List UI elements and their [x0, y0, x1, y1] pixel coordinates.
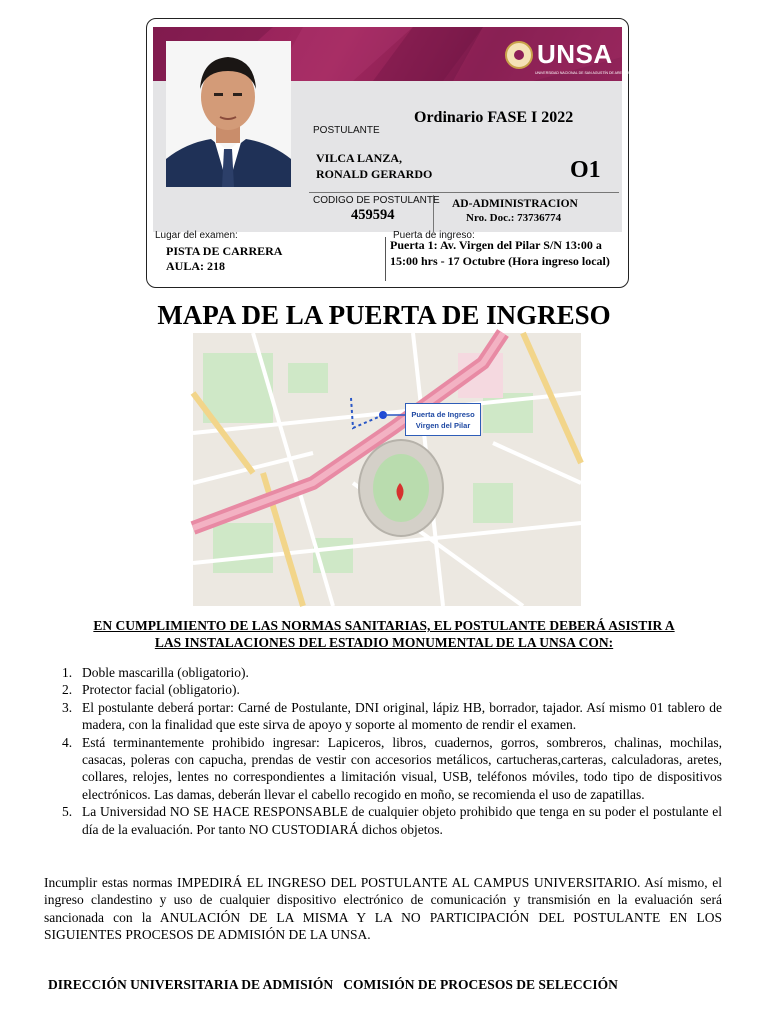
- closing-paragraph: Incumplir estas normas IMPEDIRÁ EL INGRESO DEL POSTULANTE AL CAMPUS UNIVERSITARIO. Así mismo, el ingreso clandestino y uso de cualquier dispositivo electrónico de comunicación y transmisión en la evaluación será sancionada con la ANULACIÓN DE LA MISMA Y LA NO PARTICIPACIÓN DEL POSTULANTE EN LOS SIGUIENTES PROCESOS DE ADMISIÓN DE LA UNSA.: [44, 875, 722, 943]
- list-item-text: Está terminantemente prohibido ingresar: Lapiceros, libros, cuadernos, gorros, sombreros, chalinas, mochilas, casacas, poleras con capucha, prendas de vestir con accesorios metálicos, cartucheras,carteras, calculadoras, aretes, collares, relojes, lentes no correspondientes a limitación visual, USB, teléfonos móviles, todo tipo de dispositivos electrónicos. Las damas, deberán llevar el cabello recogido en moño, se recomienda el uso de zapatillas.: [82, 734, 722, 802]
- sanitary-notice-line2: LAS INSTALACIONES DEL ESTADIO MONUMENTAL DE LA UNSA CON:: [154, 635, 614, 650]
- exam-place-line1: PISTA DE CARRERA: [166, 244, 283, 258]
- document-number: Nro. Doc.: 73736774: [466, 212, 562, 224]
- applicant-name-line2: RONALD GERARDO: [316, 167, 433, 181]
- group-code: O1: [570, 157, 601, 183]
- gate-callout-line1: Puerta de Ingreso: [411, 410, 475, 419]
- list-item-text: Doble mascarilla (obligatorio).: [82, 665, 249, 680]
- gate-callout-line2: Virgen del Pilar: [415, 421, 471, 430]
- map-heading: MAPA DE LA PUERTA DE INGRESO: [157, 300, 611, 330]
- sanitary-notice-line1: EN CUMPLIMIENTO DE LAS NORMAS SANITARIAS, EL POSTULANTE DEBERÁ ASISTIR A: [93, 618, 675, 633]
- gate-info: Puerta 1: Av. Virgen del Pilar S/N 13:00 a 15:00 hrs - 17 Octubre (Hora ingreso local): [390, 238, 610, 268]
- logo-text: UNSA: [537, 39, 613, 69]
- applicant-name-line1: VILCA LANZA,: [316, 151, 403, 165]
- sanitary-notice: [44, 617, 724, 651]
- list-item-number: 2.: [62, 682, 73, 698]
- postulante-label: POSTULANTE: [313, 125, 380, 136]
- card-divider-bottom: [385, 237, 386, 281]
- map-graphic: [193, 333, 581, 606]
- list-item-text: La Universidad NO SE HACE RESPONSABLE de cualquier objeto prohibido que tenga en su poder el postulante el día de la evaluación. Por tanto NO CUSTODIARÁ dichos objetos.: [82, 804, 722, 837]
- card-header-panel: [153, 27, 633, 232]
- card-divider: [309, 192, 619, 193]
- list-item-text: Protector facial (obligatorio).: [82, 682, 240, 698]
- signature-footer: DIRECCIÓN UNIVERSITARIA DE ADMISIÓN COMISIÓN DE PROCESOS DE SELECCIÓN: [48, 977, 618, 992]
- entrance-map: [193, 333, 581, 606]
- exam-place-label: Lugar del examen:: [155, 230, 238, 241]
- list-item: [62, 699, 722, 734]
- list-item-number: 1.: [62, 665, 73, 680]
- list-item-text: El postulante deberá portar: Carné de Postulante, DNI original, lápiz HB, borrador, tajador. Así mismo 01 tablero de madera, con la finalidad que este sirva de apoyo y soporte al momento de rendir el examen.: [82, 699, 722, 733]
- exam-place: [166, 244, 282, 274]
- applicant-photo: [166, 41, 291, 187]
- university-seal-icon: [505, 41, 533, 69]
- list-item: [62, 681, 722, 698]
- exam-title: Ordinario FASE I 2022: [414, 109, 574, 126]
- career-area: AD-ADMINISTRACION: [452, 198, 578, 210]
- applicant-name: [316, 150, 432, 182]
- code-label: CODIGO DE POSTULANTE: [313, 195, 440, 206]
- list-item-number: 5.: [62, 804, 73, 820]
- applicant-id-card: [146, 18, 633, 288]
- rules-list: [62, 664, 722, 838]
- exam-place-line2: AULA: 218: [166, 259, 225, 273]
- list-item: [62, 803, 722, 838]
- list-item: [62, 734, 722, 804]
- unsa-logo: [505, 39, 613, 70]
- list-item-number: 3.: [62, 699, 73, 715]
- logo-subtext: UNIVERSIDAD NACIONAL DE SAN AGUSTÍN DE AREQUIPA: [535, 71, 633, 75]
- list-item: [62, 664, 722, 681]
- gate-callout: [405, 403, 481, 436]
- applicant-code: 459594: [351, 207, 395, 223]
- gate-label: Puerta de ingreso:: [393, 230, 475, 241]
- list-item-number: 4.: [62, 734, 73, 750]
